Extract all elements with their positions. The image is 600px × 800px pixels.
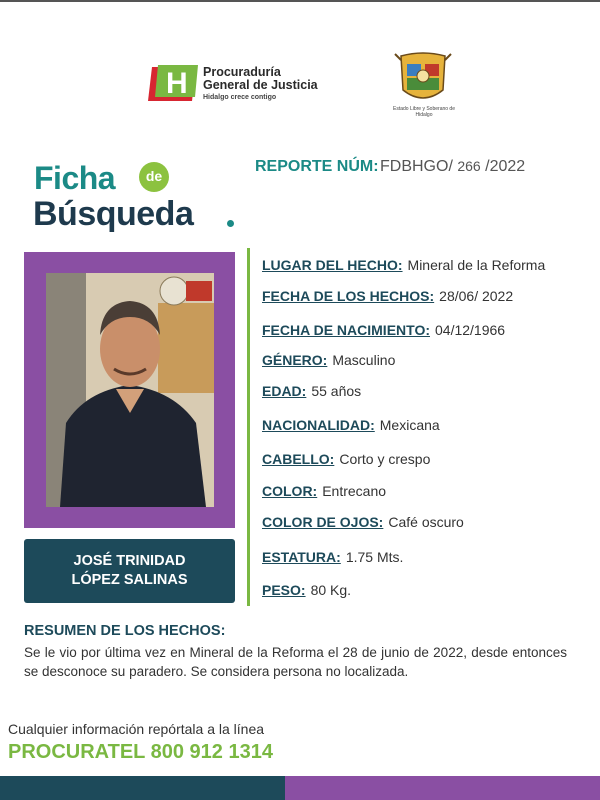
field-value: Entrecano [322, 483, 387, 499]
field-value: 1.75 Mts. [345, 549, 404, 565]
field-genero [262, 352, 395, 368]
report-number: 266 [457, 158, 481, 174]
field-value: Café oscuro [388, 514, 464, 530]
title-de-badge: de [139, 162, 169, 192]
field-lugar [262, 257, 545, 273]
field-edad [262, 383, 361, 399]
field-value: 55 años [311, 383, 362, 399]
field-nacionalidad [262, 417, 440, 433]
divider-line [247, 248, 250, 606]
title-busqueda: Búsqueda [33, 195, 194, 233]
report-prefix: FDBHGO/ [380, 158, 453, 175]
footer-bar-teal [0, 776, 285, 800]
report-suffix: /2022 [485, 158, 526, 175]
field-value: Mexicana [379, 417, 440, 433]
summary-text: Se le vio por última vez en Mineral de la Reforma el 28 de junio de 2022, desde entonces se desconoce su paradero. Se considera persona no localizada. [24, 645, 567, 679]
field-value: 80 Kg. [310, 582, 352, 598]
field-color-ojos [262, 514, 464, 530]
field-value: 28/06/ 2022 [439, 288, 514, 304]
person-photo-illustration [46, 273, 214, 507]
field-value: Masculino [332, 352, 396, 368]
field-label: ESTATURA: [262, 549, 341, 565]
field-fecha-nacimiento [262, 322, 505, 338]
org-name-line1: Procuraduría [203, 65, 281, 79]
field-fecha-hechos [262, 288, 513, 304]
org-name [203, 66, 318, 102]
field-label: CABELLO: [262, 451, 335, 467]
top-border [0, 0, 600, 2]
report-value [380, 158, 525, 176]
logo-letter: H [166, 67, 188, 100]
field-value: Corto y crespo [339, 451, 431, 467]
field-peso [262, 582, 351, 598]
hidalgo-crest-icon [393, 50, 453, 108]
contact-cta: Cualquier información repórtala a la línea [8, 721, 265, 737]
person-name-line1: JOSÉ TRINIDAD [73, 553, 186, 569]
org-name-line2: General de Justicia [203, 78, 318, 93]
pgj-h-logo [148, 63, 198, 103]
person-photo [46, 273, 214, 507]
hotline-number: PROCURATEL 800 912 1314 [8, 741, 273, 763]
field-label: NACIONALIDAD: [262, 417, 375, 433]
report-label: REPORTE NÚM: [255, 158, 379, 175]
field-label: COLOR DE OJOS: [262, 514, 384, 530]
field-value: 04/12/1966 [435, 322, 506, 338]
field-label: LUGAR DEL HECHO: [262, 257, 403, 273]
field-label: FECHA DE NACIMIENTO: [262, 322, 430, 338]
field-label: FECHA DE LOS HECHOS: [262, 288, 435, 304]
field-label: GÉNERO: [262, 352, 328, 368]
field-color [262, 483, 386, 499]
summary-title: RESUMEN DE LOS HECHOS: [24, 623, 226, 639]
field-label: PESO: [262, 582, 306, 598]
field-label: COLOR: [262, 483, 318, 499]
org-slogan: Hidalgo crece contigo [203, 94, 277, 102]
field-value: Mineral de la Reforma [407, 257, 546, 273]
field-estatura [262, 549, 403, 565]
person-name-box [24, 539, 235, 603]
title-dot [227, 220, 234, 227]
person-name-line2: LÓPEZ SALINAS [71, 572, 188, 588]
title-ficha: Ficha [34, 160, 116, 196]
field-label: EDAD: [262, 383, 307, 399]
field-cabello [262, 451, 430, 467]
crest-caption: Estado Libre y Soberano de Hidalgo [393, 106, 455, 118]
